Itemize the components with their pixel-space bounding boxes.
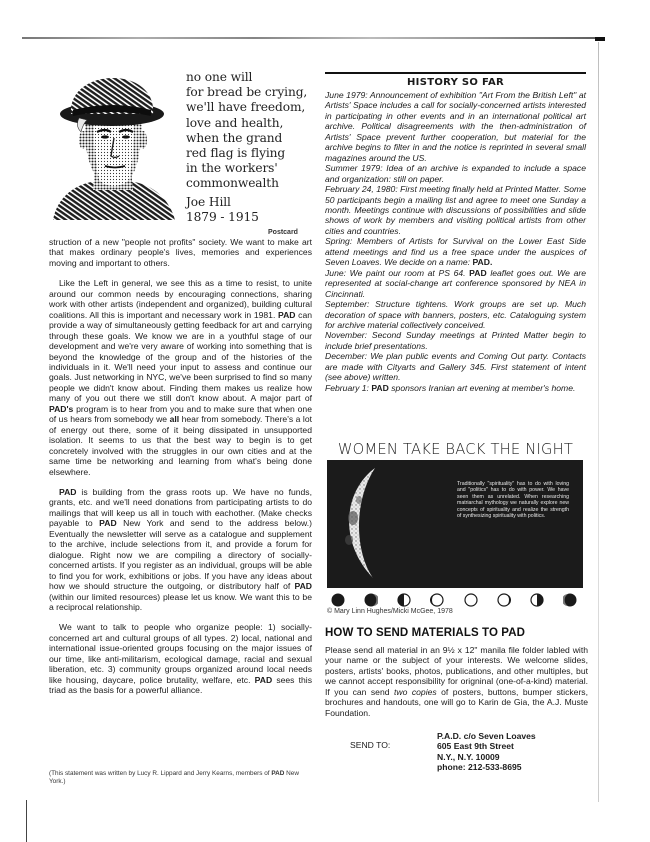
- poster-image: [327, 460, 583, 588]
- pad-name: PAD: [294, 581, 312, 592]
- waning-crescent-moon-icon: [563, 593, 577, 607]
- address-line-city: N.Y., N.Y. 10009: [437, 751, 500, 762]
- waxing-crescent-moon-icon: [364, 593, 378, 607]
- poem-line: in the workers': [186, 161, 278, 176]
- first-quarter-moon-icon: [397, 593, 411, 607]
- page-fold-edge: [598, 42, 599, 802]
- last-quarter-moon-icon: [530, 593, 544, 607]
- history-entry: Summer 1979: Idea of an archive is expanded to include a space and organization: still on paper.: [325, 163, 586, 184]
- poster-credit: © Mary Linn Hughes/Micki McGee, 1978: [327, 608, 453, 615]
- poster-body-text: Traditionally "spirituality" has to do with loving and "politics" has to do with power. We have seen them as unrelated. When researching matriarchal mythology we naturally explore new concepts of spirituality and realize the strength of synthesizing spirituality with politics.: [457, 481, 569, 520]
- crescent-moon-icon: [327, 460, 583, 588]
- poem-author: Joe Hill: [186, 194, 231, 209]
- address-line-org: P.A.D. c/o Seven Loaves: [437, 731, 536, 741]
- pad-name: PAD: [271, 770, 285, 777]
- paragraph-2: Like the Left in general, we see this as a time to resist, to unite around our common needs by encouraging connections, sharing work with other artists (independent and organized), building cultural coalitions. All this is important and necessary work in 1981. PAD can provide a way of simultaneously getting feedback for art and carrying through these goals. We know we are in a youthful stage of our development and we're very aware of working into something that is beyond the knowledge of the group and of the histories of the individuals in it. We'll need your input to assess and continue our goals. Just networking in NYC, we've been surprised to find so many people we didn't know about. Finding them makes us realize how many of you out there we still don't know about. A major part of PAD's program is to hear from you and to make sure that when one of us hears from somebody we all hear from somebody. There's a lot of energy out there, some of it being dissipated in unsupported isolation. It seems to us that the best way to begin is to get concretely involved with the struggles in our own cities and at the same time be networking and learning from what's being done elsewhere.: [49, 278, 312, 477]
- send-materials-body: Please send all material in an 9½ x 12" manila file folder labled with your name or the subject of your interests. We welcome slides, posters, artists' books, photos, publications, and other multiples, but we cannot accept responsibility for origninal (one-of-a-kind) material. If you can send two copies of posters, buttons, bumper stickers, brochures and handouts, one will go to Karin de Gia, the A.J. Muste Foundation.: [325, 645, 588, 718]
- paragraph-4: We want to talk to people who organize people: 1) socially-concerned art and cultural groups of all types. 2) local, national and international issue-oriented groups focusing on the major issues of our time, like anti-militarism, ecological damage, racial and sexual liberation, etc. 3) community groups organized around local needs like housing, daycare, police brutality, welfare, etc. PAD sees this triad as the basis for a powerful alliance.: [49, 622, 313, 696]
- pad-name: PAD's: [49, 403, 74, 414]
- history-entry: November: Second Sunday meetings at Printed Matter begin to include brief presentations.: [325, 330, 586, 351]
- authorship-credit: (This statement was written by Lucy R. Lippard and Jerry Kearns, members of PAD New York.): [49, 770, 299, 785]
- waxing-gibbous-moon-icon: [430, 593, 444, 607]
- history-title: HISTORY SO FAR: [407, 77, 504, 88]
- pad-name: PAD: [371, 382, 389, 393]
- joe-hill-poem: [186, 70, 307, 225]
- poem-line: love and health,: [186, 115, 284, 130]
- pad-name: PAD: [59, 486, 77, 497]
- history-section: [325, 72, 586, 393]
- moon-phases-row: [331, 593, 577, 607]
- full-moon-icon: [464, 593, 478, 607]
- send-to-label: SEND TO:: [350, 740, 391, 750]
- postcard-label: Postcard: [268, 229, 298, 236]
- pad-name: PAD.: [472, 257, 493, 268]
- history-entry: February 24, 1980: First meeting finally held at Printed Matter. Some 50 participants begin a mailing list and agree to meet one Sunday a month. Meetings continue with discussions of possibilities and slide shows of work by members and visiting political artists from other cities and countries.: [325, 184, 586, 236]
- margin-mark: [26, 800, 27, 842]
- statement-body: [49, 237, 312, 706]
- emphasis: two copies: [394, 686, 437, 697]
- paragraph-1: struction of a new "people not profits" society. We want to make art that makes ordinary people's lives, memories and experiences moving and important to others.: [49, 237, 312, 268]
- history-entry: June 1979: Announcement of exhibition "Art From the British Left" at Artists' Space includes a call for socially-concerned artists interested in participating in other events and in an international political art archive. Political disagreements with the then-administration of Artists' Space prevent further cooperation, but material for the archive begins to filter in and the notice is reprinted in several small magazines around the US.: [325, 90, 586, 163]
- poem-line: red flag is flying: [186, 146, 286, 161]
- women-take-back-the-night-poster: [325, 440, 586, 615]
- new-moon-icon: [331, 593, 345, 607]
- poem-years: 1879 - 1915: [186, 209, 259, 224]
- paragraph-3: PAD is building from the grass roots up. We have no funds, grants, etc. and we'll need donations from participating artists to do mailings that will keep us all in touch with eachother. (Make checks payable to PAD New York and send to the address below.) Eventually the newsletter will serve as a catalogue and supplement to the archive, include selections from it, and provide a forum for dialogue. Right now we are compiling a directory of socially-concerned artists. If you register as an individual, groups will be able to find you for work, exhibitions or jobs. If you have any ideas about how we should structure the outgoing, or distributory half of PAD (within our limited resources) please let us know. We want this to be a reciprocal relationship.: [49, 486, 312, 612]
- emphasis: all: [169, 414, 180, 425]
- poem-line: for bread be crying,: [186, 85, 308, 100]
- waning-gibbous-moon-icon: [497, 593, 511, 607]
- mailing-address: [437, 731, 536, 773]
- history-entries: [325, 90, 586, 393]
- pad-name: PAD: [277, 309, 296, 320]
- history-entry: September: Structure tightens. Work groups are set up. Much decoration of space with banners, posters, etc. Cataloguing system for archive material collectively conceived.: [325, 299, 586, 330]
- poem-line: commonwealth: [186, 176, 279, 191]
- history-entry: February 1: PAD sponsors Iranian art evening at member's home.: [325, 382, 576, 393]
- page-corner-mark: [595, 37, 605, 41]
- history-entry: December: We plan public events and Coming Out party. Contacts are made with Cityarts and Gallery 345. First statement of intent (see above) written.: [325, 351, 586, 383]
- page-top-edge: [22, 37, 602, 39]
- poem-line: we'll have freedom,: [186, 100, 306, 115]
- address-line-phone: phone: 212-533-8695: [437, 762, 522, 773]
- pad-name: PAD: [254, 674, 273, 685]
- joe-hill-portrait-image: [49, 70, 177, 220]
- pad-name: PAD: [99, 518, 117, 529]
- pad-name: PAD: [469, 267, 487, 278]
- poem-line: when the grand: [186, 130, 283, 145]
- history-entry: June: We paint our room at PS 64. PAD leaflet goes out. We are represented at social-change art conference sponsored by NEA in Cincinnati.: [325, 267, 586, 299]
- send-materials-heading: HOW TO SEND MATERIALS TO PAD: [325, 627, 526, 639]
- poster-title: WOMEN TAKE BACK THE NIGHT: [337, 440, 574, 458]
- address-line-street: 605 East 9th Street: [437, 741, 514, 752]
- poem-line: no one will: [186, 70, 253, 84]
- history-entry: Spring: Members of Artists for Survival on the Lower East Side attend meetings and find us a free space under the auspices of Seven Loaves. We decide on a name: PAD.: [325, 236, 586, 268]
- section-rule: [325, 72, 586, 74]
